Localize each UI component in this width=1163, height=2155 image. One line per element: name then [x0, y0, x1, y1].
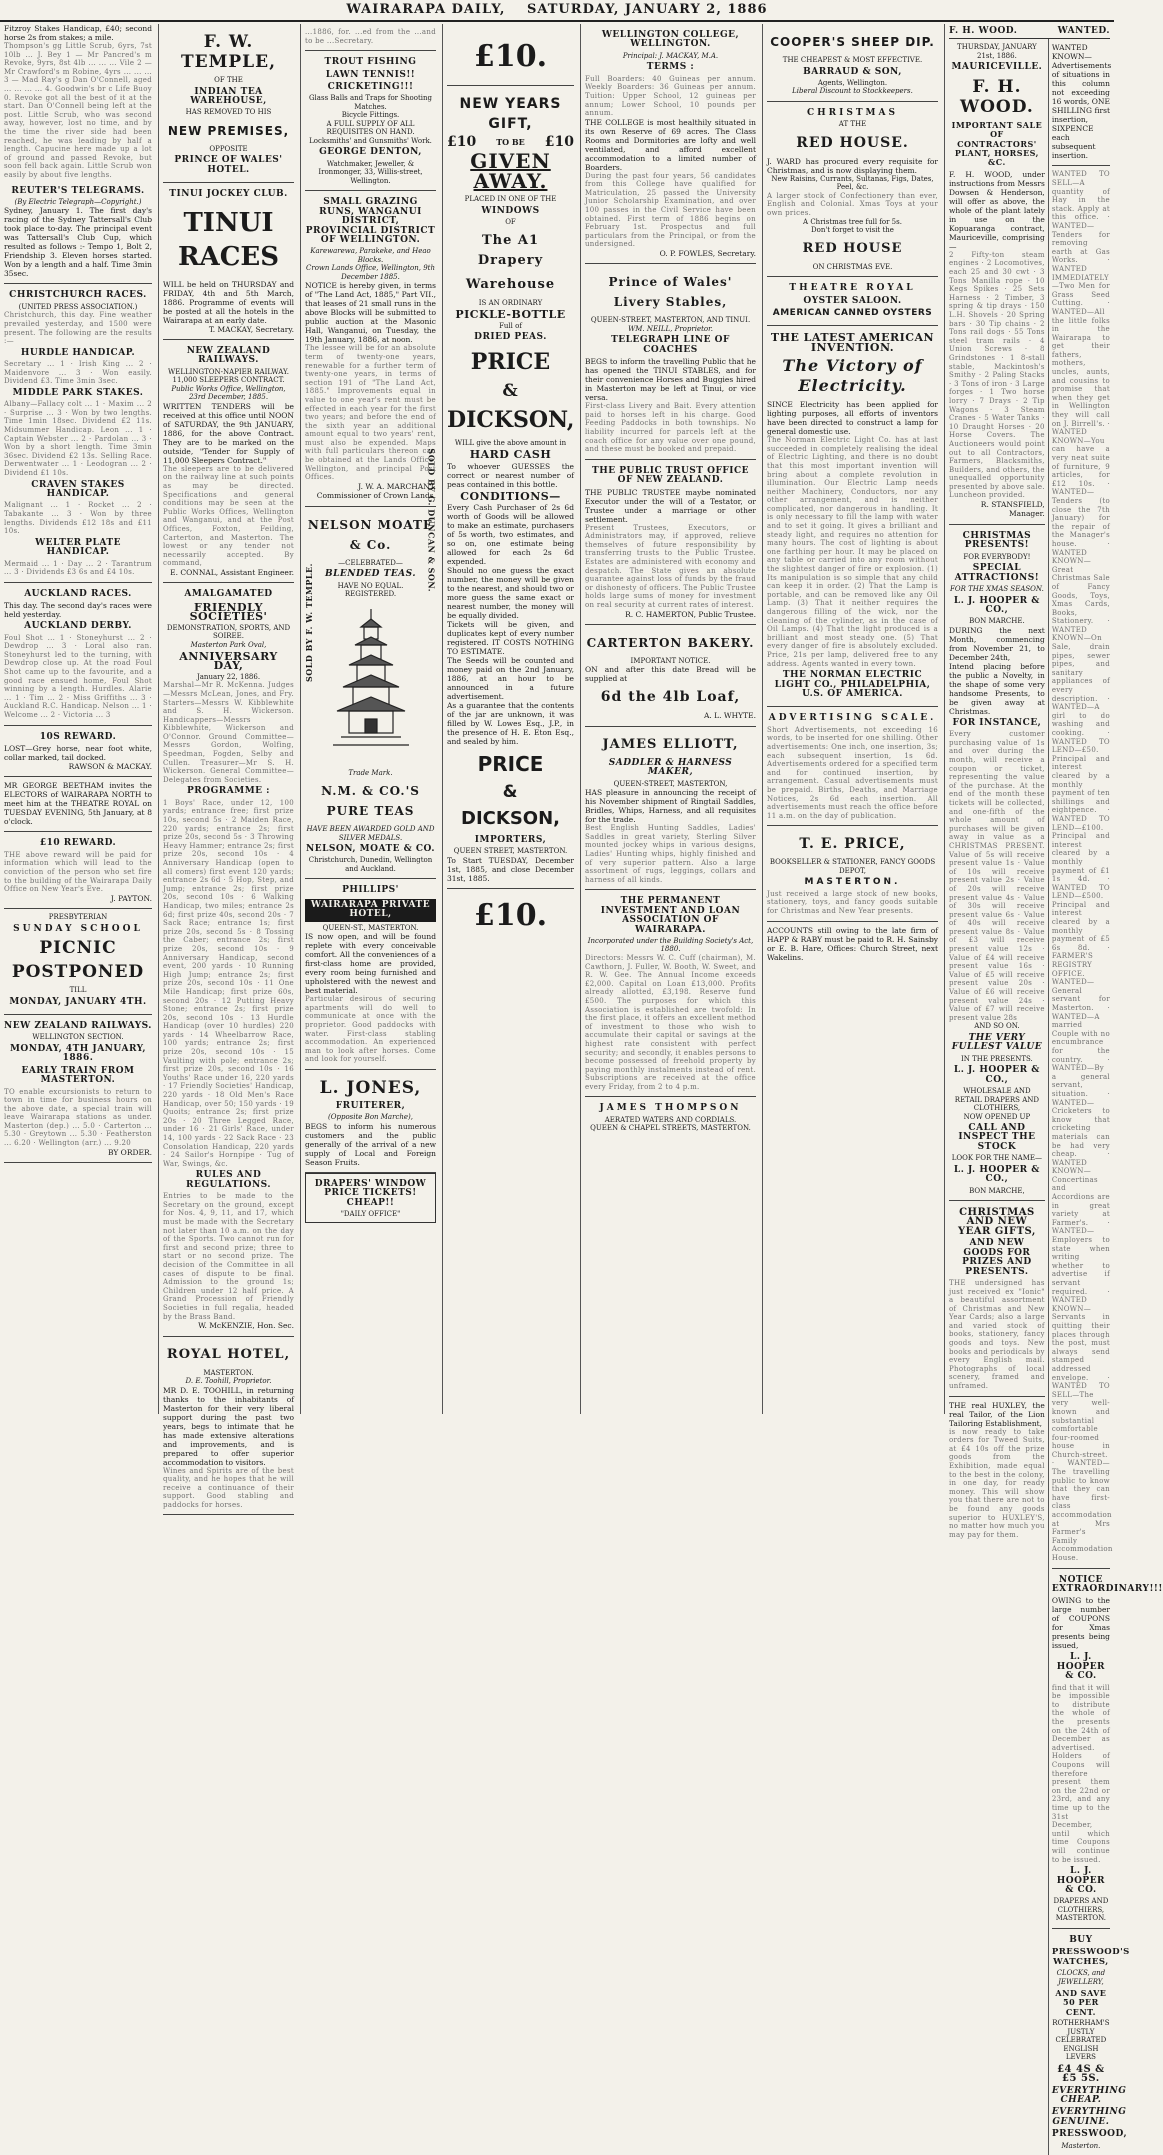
picnic-till: TILL	[69, 986, 87, 995]
column-5	[580, 24, 760, 1414]
livery-body: BEGS to inform the travelling Public that he has opened the TINUI STABLES, and for their convenience Horses and Buggies hired in Masterton may be left at Tinui, or vice versa.	[585, 357, 756, 403]
grazing-filler: The lessee will be for an absolute term of twenty-one years, renewable for a further term of twenty-one years, in terms of section 191 of "The Land Act, 1885." Improvements equal in value to one year's rent must be effected in each year for the first two years; and before the end of the sixth year an additional amount equal to two years' rent, must also be expended. Maps with full particulars thereon can be obtained at the Lands Office, Wellington, and principal Post Offices.	[305, 344, 436, 482]
hooper-1: L. J. HOOPER & CO.,	[953, 595, 1040, 615]
private-street: QUEEN-ST., MASTERTON.	[322, 923, 419, 932]
park-oval: Masterton Park Oval,	[190, 640, 267, 649]
hooper-5: L. J. HOOPER & CO.	[1056, 1866, 1106, 1895]
wood-date: THURSDAY, JANUARY 21st, 1886.	[957, 43, 1037, 60]
col7-left	[949, 39, 1049, 2155]
gifts-filler: THE undersigned has just received ex "Ionic" a beautiful assortment of Christmas and New Year Cards; also a large and varied stock of books, stationery, fancy goods and toys. New books and periodicals by every English mail. Photographs of local scenery, framed and unframed.	[949, 1278, 1045, 1391]
rotherham: ROTHERHAM'S JUSTLY CELEBRATED ENGLISH LEVERS	[1052, 2019, 1110, 2062]
celebrated: —CELEBRATED—	[338, 558, 403, 567]
advertising-filler: Short Advertisements, not exceeding 16 words, to be inserted for one shilling. Other advertisements: One inch, one insertion, 3s; each subsequent insertion, 1s 6d. Advertisements ordered for a specified term and for continued insertion, by arrangement. Casual advertisements must be prepaid. Births, Deaths, and Marriage Notices, 2s 6d each insertion. All advertisements must reach the office before 11 a.m. on the day of publication.	[767, 725, 938, 820]
to-be: TO BE	[496, 137, 525, 147]
investment-filler: Directors: Messrs W. C. Cuff (chairman), M. Cawthorn, J. Fuller, W. Booth, W. Sweet, and R. W. Gee. The Annual Income exceeds £2,000. Capital on Loan £13,000. Profits already allotted, £3,198. Reserve fund £500. The purposes for which this Association is established are twofold: In the first place, it offers an excellent method of investment to those who wish to accumulate their capital or savings at the highest rate consistent with perfect security; and secondly, it enables persons to become possessed of freehold property by paying monthly instalments instead of rent. Subscriptions are received at the office every Friday, from 2 to 4 p.m.	[585, 953, 756, 1091]
christchurch-filler: Christchurch, this day. Fine weather prevailed yesterday, and 1500 were present. The following are the results :—	[4, 311, 152, 346]
huxley-filler: is now ready to take orders for Tweed Suits, at £4 10s off the prize goods from the Exhibition, made equal to the best in the colony, in one day, for ready money. This will show you that there are not to be found any goods superior to HUXLEY'S, no matter how much you may pay for them.	[949, 1427, 1045, 1539]
given-away: GIVEN AWAY.	[470, 149, 551, 194]
presswood-masterton: Masterton.	[1061, 2141, 1101, 2150]
trade-mark: Trade Mark.	[348, 768, 393, 777]
private-body: IS now open, and will be found replete with every conceivable comfort. All the conveniences of a first-class home are provided, every room being furnished and upholstered with the newest and best material.	[305, 932, 436, 996]
temple-of-the: OF THE	[214, 76, 243, 84]
look-for-name: LOOK FOR THE NAME—	[951, 1154, 1043, 1163]
investment-title: THE PERMANENT INVESTMENT AND LOAN ASSOCIATION OF WAIRARAPA.	[600, 896, 741, 935]
temple-warehouse: INDIAN TEA WAREHOUSE,	[190, 86, 267, 106]
intend-placing: Intend placing before the public a Novelty, in the shape of some very handsome Presents, to be given away at Christmas.	[949, 661, 1045, 716]
picnic-presbyterian: PRESBYTERIAN	[48, 913, 108, 922]
wood-header: F. H. WOOD.	[949, 26, 1018, 36]
ten-pound-reward-signature: J. PAYTON.	[110, 893, 152, 903]
start-close: To Start TUESDAY, December 1st, 1885, and close December 31st, 1885.	[447, 855, 574, 883]
cooper-title: COOPER'S SHEEP DIP.	[770, 35, 935, 49]
committee-filler: Marshal—Mr R. McKenna. Judges—Messrs McLean, Jones, and Fry. Starters—Messrs W. Kibblewhite and S. H. Wickerson. Handicappers—Messrs Kibblewhite, Wickerson and O'Connor. Ground Committee—Messrs Gordon, Wolfing, Speedman, Fogden, Selby and Cullen. Treasurer—Mr S. H. Wickerson. General Committee—Delegates from Societies.	[163, 681, 294, 784]
public-works-office: Public Works Office, Wellington, 23rd December, 1885.	[171, 384, 286, 402]
tinui-word: TINUI	[183, 207, 274, 238]
price-name-2: PRICE	[477, 751, 544, 776]
dickson-name-2: DICKSON,	[461, 807, 560, 829]
tender-filler: The sleepers are to be delivered on the railway line at such points as may be directed. Specifications and general conditions may be seen at the Public Works Offices, Wellington and Wanganui, and at the Post Offices, Foxton, Feilding, Carterton, and Masterton. The lowest or any tender not necessarily accepted. By command,	[163, 464, 294, 568]
price-filler: Just received a large stock of new books, stationery, toys, and fancy goods suitable for Christmas and New Year presents.	[767, 889, 938, 915]
notice-body: OWING to the large number of COUPONS for Xmas presents being issued,	[1051, 1596, 1110, 1651]
tinui-club: TINUI JOCKEY CLUB.	[169, 189, 288, 200]
latest-invention: THE LATEST AMERICAN INVENTION.	[770, 331, 935, 354]
locksmiths: Locksmiths' and Gunsmiths' Work.	[309, 136, 432, 145]
will-give: WILL give the above amount in	[454, 438, 567, 447]
christmas-tree: A Christmas tree full for 5s.	[803, 217, 902, 226]
during-month: DURING the next Month, commencing from November 21, to December 24th,	[949, 625, 1045, 662]
of: OF	[505, 218, 516, 227]
advertising-scale: ADVERTISING SCALE.	[768, 713, 937, 724]
glass-balls: Glass Balls and Traps for Shooting Matches.	[308, 94, 433, 111]
race-report-intro: Fitzroy Stakes Handicap, £40; second horse 2s from stakes; a mile.	[4, 24, 152, 42]
royal-town: MASTERTON.	[203, 1368, 254, 1377]
liberal-discount: Liberal Discount to Stockkeepers.	[792, 87, 913, 96]
bon-marche-1: BON MARCHE.	[969, 617, 1025, 626]
public-trust-filler: Present Trustees, Executors, or Administrators may, if approved, relieve themselves of future responsibility by transferring trusts to the Public Trustee. Estates are administered with economy and despatch. The State gives an absolute guarantee against loss of funds by the fraud or dishonesty of officers. The Public Trustee holds large sums of money for investment on real security at current rates of interest.	[585, 523, 756, 609]
programme-filler: 1 Boys' Race, under 12, 100 yards; entrance free; first prize 10s, second 5s · 2 Maiden Race, 220 yards; entrance 2s; first prize 20s, second 5s · 3 Throwing Heavy Hammer; entrance 2s; first prize 20s, second 10s · 4 Anniversary Handicap (open to all comers) first event 120 yards; entrance 2s 6d · 5 Hop, Step, and Jump; entrance 2s; first prize 20s, second 10s · 6 Walking Handicap, two miles; entrance 2s 6d; first prize 40s, second 20s · 7 Sack Race; entrance 1s; first prize 20s, second 5s · 8 Tossing the Caber; entrance 2s; first prize 20s, second 10s · 9 Anniversary Handicap, second event, 200 yards · 10 Running High Jump; entrance 2s; first prize 20s, second 10s · 11 One Mile Handicap; first prize 60s, second 20s · 12 Putting Heavy Stone; entrance 2s; first prize 20s, second 10s · 13 Hurdle Handicap (over 10 hurdles) 220 yards · 14 Wheelbarrow Race, 100 yards; entrance 2s; first prize 20s, second 10s · 15 Vaulting with pole; entrance 2s; first prize 20s, second 10s · 16 Youths' Race under 16, 220 yards · 17 Friendly Societies' Handicap, 220 yards · 18 Old Men's Race Handicap, over 50; 150 yards · 19 Quoits; entrance 2s; first prize 20s · 20 Three Legged Race, under 16 · 21 Girls' Race, under 14, 100 yards · 22 Sack Race · 23 Consolation Handicap, 220 yards · 24 Sailor's Hornpipe · Tug of War, Swings, &c.	[163, 798, 294, 1168]
ten-shilling-reward-signature: RAWSON & MACKAY.	[68, 761, 152, 771]
programme-heading: PROGRAMME :	[187, 786, 270, 797]
livery-street: QUEEN-STREET, MASTERTON, AND TINUI.	[590, 316, 751, 325]
sold-by-duncan: SOLD BY G. DUNCAN & SON.	[427, 447, 437, 592]
notice-extraordinary: NOTICE EXTRAORDINARY!!!	[1051, 1574, 1163, 1594]
for-everybody: FOR EVERYBODY!	[963, 552, 1031, 561]
demonstration: DEMONSTRATION, SPORTS, AND SOIREE.	[166, 623, 291, 640]
no-equal: HAVE NO EQUAL.	[337, 581, 404, 590]
hurdle-filler: Secretary ... 1 · Irish King ... 2 · Maidenvore ... 3 · Won easily. Dividend £3. Time 3min 3sec.	[4, 360, 152, 386]
railways-signature: BY ORDER.	[107, 1147, 152, 1157]
middle-park-filler: Albany—Fallacy colt ... 1 · Maxim ... 2 · Surprise ... 3 · Won by two lengths. Time 1min 18sec. Dividend £2 11s. Midsummer Handicap. Leon ... 1 · Captain Webster ... 2 · Pardolan ... 3 · Won by a short length. Time 3min 36sec. Dividend £2 13s. Selling Race. Derwentwater ... 1 · Leodogran ... 2 · Dividend £1 10s.	[4, 400, 152, 478]
theatre-royal: THEATRE ROYAL	[789, 283, 916, 294]
column-7	[944, 24, 1163, 2150]
denton-name: GEORGE DENTON,	[319, 147, 422, 158]
livery-title: Prince of Wales' Livery Stables,	[608, 275, 733, 310]
loaf-price: 6d the 4lb Loaf,	[600, 689, 741, 706]
queen-street: QUEEN STREET, MASTERTON.	[453, 847, 568, 856]
temple-firm: F. W. TEMPLE,	[180, 32, 277, 72]
fruiterer: FRUITERER,	[335, 1100, 406, 1111]
aerated-waters: AERATED WATERS AND CORDIALS.	[604, 1115, 737, 1124]
college-principal: Principal: J. MACKAY, M.A.	[622, 51, 719, 60]
private-hotel: WAIRARAPA PRIVATE HOTEL,	[305, 899, 436, 922]
temple-opposite: OPPOSITE	[209, 144, 248, 153]
windows: WINDOWS	[481, 205, 540, 216]
wanted-body: WANTED KNOWN—Advertisements of situations in this column not exceeding 16 words, ONE SHILLING first insertion, SIXPENCE each subsequent insertion.	[1051, 43, 1112, 161]
jones-name: L. JONES,	[319, 1077, 422, 1098]
call-inspect: CALL AND INSPECT THE STOCK	[958, 1123, 1036, 1152]
medals: HAVE BEEN AWARDED GOLD AND SILVER MEDALS.	[306, 825, 435, 842]
railways-section: WELLINGTON SECTION.	[32, 1033, 124, 1042]
beetham-notice: MR GEORGE BEETHAM invites the ELECTORS of WAIRARAPA NORTH to meet him at the THEATRE ROYAL on TUESDAY EVENING, 5th January, at 8 o'clock.	[4, 781, 152, 827]
guarantee: As a guarantee that the contents of the jar are unknown, it was filled by W. Lowes Esq., J.P., in the presence of H. E. Eton Esq., and sealed by him.	[447, 700, 574, 746]
victory-filler: The Norman Electric Light Co. has at last succeeded in completely realising the ideal of Electric Lighting, and there is no doubt that this most important invention will bring about a complete revolution in illumination. Our Electric Lamp needs neither Machinery, Conductors, nor any other arrangement, and is neither complicated, nor dangerous in handling. It is only necessary to fill the lamp with water and to set it going. It gives a brilliant and steady light, and requires no attention for many hours. The cost of lighting is about one farthing per hour. It may be placed on any table or carried into any room without the slightest danger of fire or explosion. (1) Its manipulation is so simple that any child can keep it in order. (2) That the Lamp is portable, and can be removed like any Oil Lamp. (3) That it neither requires the dangerous filling of the wick, nor the cleaning of the cylinder, as in the case of Oil Lamps. (4) That the light produced is a brilliant and most steady one. (5) That every danger of fire is absolutely excluded. Price, 21s per lamp, delivered free to any address. Agents wanted in every town.	[767, 436, 938, 668]
red-house-2: RED HOUSE	[802, 240, 903, 256]
rules-heading: RULES AND REGULATIONS.	[186, 1170, 271, 1190]
ten-shilling-reward-body: LOST—Grey horse, near foot white, collar marked, tail docked.	[4, 743, 152, 762]
thompson-name: JAMES THOMPSON	[599, 1103, 742, 1114]
college-body: THE COLLEGE is most healthily situated in its own Reserve of 69 acres. The Class Rooms and Dormitories are lofty and well ventilated, and afford excellent accommodation to a limited number of Boarders.	[585, 117, 756, 172]
moate-cities: Christchurch, Dunedin, Wellington and Auckland.	[308, 856, 433, 873]
daily-office: "DAILY OFFICE"	[340, 1210, 401, 1219]
tinui-body: WILL be held on THURSDAY and FRIDAY, 4th and 5th March, 1886. Programme of events will be posted at all the hotels in the Wairarapa at an early date.	[163, 279, 294, 325]
presswood-watches: PRESSWOOD'S WATCHES,	[1051, 1947, 1130, 1967]
college-fees-filler: Full Boarders: 40 Guineas per annum. Weekly Boarders: 36 Guineas per annum. Tuition: Upper School, 12 guineas per annum; Lower School, 10 pounds per annum.	[585, 74, 756, 118]
ten-to-be-row	[447, 134, 574, 150]
oyster-saloon: OYSTER SALOON.	[803, 295, 902, 306]
fruiterer-opposite: (Opposite Bon Marche),	[328, 1113, 413, 1122]
everything-cheap: EVERYTHING CHEAP.	[1051, 2085, 1127, 2105]
cricketing: CRICKETING!!!	[327, 82, 414, 92]
xmas-season: FOR THE XMAS SEASON.	[949, 585, 1044, 593]
hard-cash: HARD CASH	[469, 448, 552, 462]
derby-filler: Foul Shot ... 1 · Stoneyhurst ... 2 · Dewdrop ... 3 · Loral also ran. Stoneyhurst led to the turning, with Dewdrop close up. At the road Foul Shot came up to the favourite, and a good race ensued home, Foul Shot winning by a length. Hurdles. Alarie ... 1 · Tim ... 2 · Miss Griffiths ... 3 · Auckland R.C. Handicap. Nelson ... 1 · Welcome ... 2 · Victoria ... 3	[4, 633, 152, 719]
registered: REGISTERED.	[344, 590, 397, 599]
special-attractions: SPECIAL ATTRACTIONS!	[954, 563, 1040, 583]
conditions-2: Should no one guess the exact number, the money will be given to the nearest, and should two or more guess the same exact or nearest number, the money will be equally divided.	[447, 565, 574, 620]
nz-railways-heading: NEW ZEALAND RAILWAYS.	[186, 345, 271, 366]
wanted-header: WANTED.	[1057, 26, 1110, 36]
dried-peas: DRIED PEAS.	[474, 332, 547, 343]
blended-teas: BLENDED TEAS.	[325, 569, 416, 580]
mauriceville: MAURICEVILLE.	[951, 62, 1043, 73]
craven-heading: CRAVEN STAKES HANDICAP.	[31, 479, 125, 500]
hooper-4: L. J. HOOPER & CO.	[1056, 1652, 1106, 1682]
carterton-body: ON and after this date Bread will be supplied at	[585, 665, 756, 684]
full-of: Full of	[499, 321, 522, 330]
notice-filler: find that it will be impossible to distribute the whole of the presents on the 24th of December as advertised. Holders of Coupons will therefore present them on the 22nd or 23rd, and any time up to the 31st December, until which time Coupons will continue to be issued.	[1051, 1683, 1110, 1864]
column-2	[158, 24, 298, 1509]
elliott-filler: Best English Hunting Saddles, Ladies' Saddles in great variety, Sterling Silver mounted jockey whips in various designs, Ladies' Hunting whips, highly finished and of very superior pattern. Also a large assortment of rugs, leggings, collars and harness of all kinds.	[585, 824, 756, 884]
ten-pound-reward-filler: THE above reward will be paid for information which will lead to the conviction of the person who set fire to the building of the Wairarapa Daily Office on New Year's Eve.	[4, 850, 152, 894]
tinui-signature: T. MACKAY, Secretary.	[208, 324, 294, 334]
col7-right	[1049, 39, 1163, 2155]
carterton-notice: IMPORTANT NOTICE.	[630, 656, 711, 665]
pagoda-trademark-icon	[331, 605, 411, 755]
middle-park-heading: MIDDLE PARK STAKES.	[12, 387, 144, 398]
royal-filler: Wines and Spirits are of the best quality, and he hopes that he will receive a continuance of their support. Good stabling and paddocks for horses.	[163, 1466, 294, 1509]
picnic-title: PICNIC	[39, 938, 117, 959]
grazing-blocks: Karewarewa, Parakeke, and Heao Blocks.	[310, 247, 431, 264]
reuters-subheading: (By Electric Telegraph—Copyright.)	[14, 197, 142, 206]
elliott-body: HAS pleasure in announcing the receipt of his November shipment of Ringtail Saddles, Bridles, Whips, Harness, and all requisites for the trade.	[585, 788, 756, 825]
railways-heading: NEW ZEALAND RAILWAYS.	[4, 1020, 152, 1031]
tinui-title	[163, 206, 294, 274]
royal-body: MR D. E. TOOHILL, in returning thanks to the inhabitants of Masterton for their very liberal support during the past two years, begs to intimate that he has made extensive alterations and improvements, and is prepared to offer superior accommodation to visitors.	[163, 1385, 294, 1467]
crown-lands-office: Crown Lands Office, Wellington, 9th December 1885.	[306, 264, 435, 281]
col7-top-headers	[949, 24, 1110, 39]
sports-secretary: W. McKENZIE, Hon. Sec.	[198, 1321, 294, 1331]
elliott-street: QUEEN-STREET, MASTERTON,	[613, 779, 728, 788]
importers: IMPORTERS,	[474, 834, 547, 845]
college-filler: During the past four years, 56 candidates from this College have qualified for Matriculation, 25 passed the University Junior Scholarship Examination, and over 100 passes in the Civil Service have been obtained. First term of 1886 begins on February 1st. Prospectus and full particulars from the Principal, or from the undersigned.	[585, 171, 756, 249]
anniversary-day: ANNIVERSARY DAY,	[179, 650, 278, 673]
pickle-bottle: PICKLE-BOTTLE	[455, 308, 566, 322]
paper-date: SATURDAY, JANUARY 2, 1886	[526, 2, 768, 17]
grazing-heading: SMALL GRAZING RUNS, WANGANUI DISTRICT, PROVINCIAL DISTRICT OF WELLINGTON.	[305, 197, 436, 245]
royal-hotel: ROYAL HOTEL,	[166, 1346, 291, 1362]
public-trust-body: THE PUBLIC TRUSTEE maybe nominated Executor under the will of a Testator, or Trustee under a marriage or other settlement.	[585, 487, 756, 524]
hooper-2: L. J. HOOPER & CO.,	[953, 1065, 1040, 1085]
welter-filler: Mermaid ... 1 · Day ... 2 · Tarantrum ... 3 · Dividends £3 6s and £4 10s.	[4, 559, 152, 577]
moate-firm: NELSON, MOATE & CO.	[305, 844, 436, 855]
clocks-jewellery: CLOCKS, and JEWELLERY,	[1056, 1969, 1106, 1986]
grazing-signature: J. W. A. MARCHANT, Commissioner of Crown Lands.	[316, 481, 436, 501]
races-word: RACES	[177, 241, 280, 272]
in-the-presents: IN THE PRESENTS.	[961, 1054, 1033, 1063]
auckland-heading: AUCKLAND RACES.	[24, 588, 132, 599]
christchurch-heading: CHRISTCHURCH RACES.	[9, 290, 147, 301]
ten-left: £10	[447, 134, 477, 150]
hooper-3: L. J. HOOPER & CO.,	[953, 1164, 1040, 1185]
column-1	[0, 24, 156, 1414]
coupon-values-filler: Every customer purchasing value of 1s and over during the month, will receive a coupon or ticket, representing the value of the purchase. At the end of the month these tickets will be collected, and one-fifth of the whole amount of purchases will be given away in value as a CHRISTMAS PRESENT. Value of 5s will receive present value 1s · Value of 10s will receive present value 2s · Value of 20s will receive present value 4s · Value of 30s will receive present value 6s · Value of 40s will receive present value 8s · Value of £3 will receive present value 12s · Value of £4 will receive present value 16s · Value of £5 will receive present value 20s · Value of £6 will receive present value 24s · Value of £7 will receive present value 28s	[949, 730, 1045, 1022]
dont-forget: Don't forget to visit the	[811, 226, 894, 235]
christmas-word: CHRISTMAS	[807, 107, 898, 118]
livery-filler: First-class Livery and Bait. Every attention paid to horses left in his charge. Good Feeding Paddocks in both townships. No liability incurred for parcels left at the coach office for any value over one pound, and these must be booked and prepaid.	[585, 402, 756, 454]
barraud-agents: Agents, Wellington.	[817, 78, 888, 87]
price-trade: BOOKSELLER & STATIONER, FANCY GOODS DEPOT,	[769, 858, 936, 875]
col7-split	[949, 39, 1163, 2155]
elliott-name: JAMES ELLIOTT,	[602, 736, 739, 752]
public-trust-title: THE PUBLIC TRUST OFFICE OF NEW ZEALAND.	[592, 465, 749, 486]
red-house: RED HOUSE.	[796, 134, 909, 151]
picnic-postponed: POSTPONED	[11, 962, 145, 983]
window-price-tickets: DRAPERS' WINDOW PRICE TICKETS! CHEAP!!	[314, 1178, 427, 1208]
gifts-title: CHRISTMAS AND NEW YEAR GIFTS,	[957, 1207, 1036, 1237]
nelson-moate-title: NELSON MOATE & Co.	[307, 517, 434, 552]
picnic-sunday-school: SUNDAY SCHOOL	[13, 923, 143, 934]
welter-heading: WELTER PLATE HANDICAP.	[35, 537, 121, 558]
pure-teas: N.M. & CO.'S PURE TEAS	[321, 784, 420, 819]
wanted-filler: WANTED TO SELL—A quantity of Hay in the stack. Apply at this office. · WANTED—Tenders for removing earth at Gas Works. · WANTED IMMEDIATELY—Two Men for Grass Seed Cutting. · WANTED—All the little folks in the Wairarapa to get their fathers, mothers, uncles, aunts, and cousins to promise that when they get in Wellington they will call on J. Birrell's. · WANTED KNOWN—You can have a very neat suite of furniture, 9 articles, for £12 10s. · WANTED—Tenders (to close the 7th January) for the repair of the Manager's house. · WANTED KNOWN—Great Christmas Sale of Fancy Goods, Toys, Xmas Cards, Books, Stationery. · WANTED KNOWN—On Sale, drain pipes, sewer pipes, and sanitary appliances of every description. · WANTED—A girl to do washing and cooking. · WANTED TO LEND—£50. Principal and interest cleared by a monthly payment of ten shillings and eightpence. · WANTED TO LEND—£100. Principal and interest cleared by a monthly payment of £1 1s 4d. · WANTED TO LEND—£500. Principal and interest cleared by a monthly payment of £5 6s 8d. · FARMER'S REGISTRY OFFICE. WANTED—General servant for Masterton. · WANTED—A married Couple with no encumbrance for the country. · WANTED—By a general servant, situation. · WANTED—Cricketers to know that cricketing materials can be had very cheap. · WANTED KNOWN—Concertinas and Accordions are in great variety at Farmer's. · WANTED—Employers to state when writing whether to advertise if servant required. · WANTED KNOWN—Servants in quitting their places through the post, must always send stamped addressed envelope. · WANTED TO SELL—The very well-known and substantial comfortable four-roomed house in Church-street. · WANTED—The travelling public to know that they can have first-class accommodation at Mrs Farmer's Family Accommodation House.	[1051, 170, 1113, 1562]
everything-genuine: EVERYTHING GENUINE.	[1051, 2107, 1127, 2127]
victory-title: The Victory of Electricity.	[782, 356, 923, 396]
guesses: To whoever GUESSES the correct or nearest number of peas contained in this bottle.	[447, 461, 574, 489]
carterton-signature: A. L. WHYTE.	[704, 711, 756, 721]
bon-marche-2: BON MARCHE,	[969, 1186, 1025, 1195]
auckland-body: This day. The second day's races were held yesterday.	[4, 601, 152, 620]
friendly-societies: FRIENDLY SOCIETIES'	[189, 600, 268, 624]
and-so-on: AND SO ON.	[974, 1022, 1020, 1031]
railways-train: EARLY TRAIN FROM MASTERTON.	[21, 1065, 135, 1086]
college-signature: O. P. FOWLES, Secretary.	[659, 249, 756, 259]
column-3	[300, 24, 440, 1414]
phillips: PHILLIPS'	[342, 885, 399, 896]
price-bookseller: T. E. PRICE,	[799, 836, 906, 853]
wood-filler: 2 Fifty-ton steam engines · 2 Locomotives, each 25 and 30 cwt · 3 Tons Manilla rope · 10 Kegs Spikes · 25 Sets Harness · 2 Timber, 3 spring & tip drays · 150 L.H. Shovels · 20 Spring bars · 30 Tip chains · 2 Tons rail dogs · 55 Tons steel tram rails · 4 Union Screws · 8 Grindstones · 1 8-stall stable, Mackintosh's Smithy · 2 Paling Stacks · 3 Tons of iron · 3 Large forges · 1 Two horse lorry · 7 Drays · 2 Tip Wagons · 3 Steam Cranes · 5 Water Tanks · 10 Draught Horses · 20 Horse Covers. The Auctioneers would point out to all Contractors, Farmers, Blacksmiths, Builders, and others, the unequalled opportunity presented by above sale. Luncheon provided.	[949, 250, 1045, 500]
temple-premises: NEW PREMISES,	[167, 123, 290, 138]
wood-body: F. H. WOOD, under instructions from Messrs Dowsen & Henderson, will offer as above, the whole of the plant lately in use on the Kopuaranga contract, Mauriceville, comprising—	[949, 169, 1045, 251]
at-the: AT THE	[838, 120, 867, 129]
saddler: SADDLER & HARNESS MAKER,	[608, 757, 733, 778]
placed-in: PLACED IN ONE OF THE	[464, 195, 557, 204]
telegraph-line: TELEGRAPH LINE OF COACHES	[611, 335, 730, 355]
wood-signature: R. STANSFIELD, Manager.	[980, 500, 1045, 519]
presswood-name: PRESSWOOD,	[1051, 2129, 1128, 2140]
fullest-value: THE VERY FULLEST VALUE	[951, 1032, 1043, 1053]
wood-name: F. H. WOOD.	[960, 76, 1034, 117]
tender-body: WRITTEN TENDERS will be received at this office until NOON of SATURDAY, the 9th JANUARY, 1886, for the above Contract. They are to be marked on the outside, "Tender for Supply of 11,000 Sleepers Contract."	[163, 401, 294, 465]
reuters-body: Sydney, January 1. The first day's racing of the Sydney Tattersall's Club took place to-day. The principal event was Tattersall's Club Cup, which resulted as follows :- Tempo 1, Bolt 2, Friendship 3. Eleven horses started. Won by a length and a half. Time 3min 35sec.	[4, 206, 152, 279]
new-years-gift: NEW YEARS GIFT,	[459, 96, 562, 132]
trout-fishing: TROUT FISHING	[324, 57, 417, 68]
conditions-3: Tickets will be given, and duplicates kept of every number registered. IT COSTS NOTHING TO ESTIMATE.	[447, 619, 574, 656]
rules-filler: Entries to be made to the Secretary on the ground, except for Nos. 4, 9, 11, and 17, which must be made with the Secretary not later than 10 a.m. on the day of the Sports. Two cannot run for first and second prize; three to start or no second prize. The decision of the Committee in all cases of dispute to be final. Admission to the ground 1s; Children under 12 half price. A Grand Procession of Friendly Societies in full regalia, headed by the Brass Band.	[163, 1192, 294, 1321]
race-report-filler: Thompson's gg Little Scrub, 6yrs, 7st 10lb ... J. Bey 1 — Mr Pancred's m Revoke, 9yrs, 8st 4lb ... ... ... Vile 2 — Mr Crawford's m Robine, 4yrs ... ... ... 3 — Mad Ray's g Dan O'Connell, aged ... ... ... ... 4. Goodwin's br c Life Buoy 0. Revoke got all the best of it at the start. Dan O'Connell being left at the post. Little Scrub, who was second away, however, lost no time, and by the time the river side had been reached, he was leading by half a length. Capucine here made up a lot of ground and passed Revoke, but soon fell back again. Little Scrub won easily by about five lengths.	[4, 42, 152, 179]
canned-oysters: AMERICAN CANNED OYSTERS	[772, 307, 933, 318]
christmas-eve: ON CHRISTMAS EVE.	[812, 262, 893, 271]
ten-pound-top: £10.	[473, 39, 548, 74]
ordinary: IS AN ORDINARY	[478, 298, 543, 307]
accounts-notice: ACCOUNTS still owing to the late firm of HAPP & RABY must be paid to R. H. Sainsby or E. B. Hare, Offices: Church Street, next Wakelins.	[767, 925, 938, 962]
picnic-date: MONDAY, JANUARY 4TH.	[9, 996, 147, 1007]
huxley-notice: THE real HUXLEY, the real Tailor, of the Lion Tailoring Establishment,	[949, 1400, 1045, 1428]
ten-pound-reward-heading: £10 REWARD.	[39, 838, 117, 849]
save-percent: AND SAVE 50 PER CENT.	[1055, 1988, 1107, 2017]
christchurch-subheading: (UNITED PRESS ASSOCIATION.)	[18, 302, 138, 311]
buy: BUY	[1069, 1934, 1093, 1945]
ten-shilling-reward-heading: 10S REWARD.	[39, 731, 117, 742]
cooper-subtitle: THE CHEAPEST & MOST EFFECTIVE.	[782, 56, 923, 64]
xmas-presents: CHRISTMAS PRESENTS!	[962, 530, 1032, 551]
paper-title: WAIRARAPA DAILY,	[346, 2, 506, 17]
napier-railway: WELLINGTON-NAPIER RAILWAY.	[168, 367, 289, 376]
lever-price: £4 4S & £5 5S.	[1057, 2063, 1105, 2085]
jones-body: BEGS to inform his numerous customers and the public generally of the arrival of a new supply of Local and Foreign Season Fruits.	[305, 1121, 436, 1167]
investment-incorporated: Incorporated under the Building Society's Act, 1880.	[587, 936, 754, 954]
anniversary-date: January 22, 1886.	[196, 672, 261, 681]
new-goods-prizes: AND NEW GOODS FOR PRIZES AND PRESENTS.	[962, 1238, 1032, 1277]
dickson-name: DICKSON,	[447, 406, 575, 433]
ward-body: J. WARD has procured every requisite for Christmas, and is now displaying them.	[767, 156, 938, 175]
craven-filler: Malignant ... 1 · Rocket ... 2 · Tabakante ... 3 · Won by three lengths. Dividends £12 18s and £11 10s.	[4, 501, 152, 536]
wood-sale: IMPORTANT SALE OF CONTRACTORS' PLANT, HORSES, &C.	[951, 119, 1043, 168]
warehouse: Warehouse	[465, 276, 556, 292]
ten-pound-bottom: £10.	[473, 897, 548, 933]
ampersand-2: &	[502, 781, 519, 802]
a1-drapery: The A1 Drapery	[477, 232, 544, 268]
private-filler: Particular desirous of securing apartments will do well to communicate at once with the proprietor. Good paddocks with water. First-class stabling accommodation. An experienced man to look after horses. Come and look for yourself.	[305, 995, 436, 1064]
wholesale: WHOLESALE AND RETAIL DRAPERS AND CLOTHIERS,	[954, 1087, 1039, 1113]
norman-company: THE NORMAN ELECTRIC LIGHT CO., PHILADELPHIA, U.S. OF AMERICA.	[774, 670, 931, 699]
masthead	[0, 0, 1114, 22]
sold-by-temple: SOLD BY F. W. TEMPLE.	[304, 562, 314, 682]
ampersand: &	[502, 380, 519, 401]
ten-right: £10	[544, 134, 574, 150]
reuters-heading: REUTER'S TELEGRAMS.	[11, 185, 145, 196]
conditions-1: Every Cash Purchaser of 2s 6d worth of Goods will be allowed to make an estimate, purchasers of 5s worth, two estimates, and so on, one estimate being allowed for each 2s 6d expended.	[447, 502, 574, 566]
victory-body: SINCE Electricity has been applied for lighting purposes, all efforts of inventors have been directed to construct a lamp for general domestic use.	[767, 400, 938, 437]
tender-signature: E. CONNAL, Assistant Engineer.	[170, 567, 294, 577]
for-instance: FOR INSTANCE,	[952, 717, 1042, 728]
college-terms: TERMS :	[646, 62, 695, 73]
college-title: WELLINGTON COLLEGE, WELLINGTON.	[601, 30, 740, 50]
sleepers-contract: 11,000 SLEEPERS CONTRACT.	[172, 376, 285, 385]
derby-heading: AUCKLAND DERBY.	[24, 621, 132, 632]
column-4	[442, 24, 578, 1414]
temple-hotel: PRINCE OF WALES' HOTEL.	[174, 155, 283, 175]
railways-filler: TO enable excursionists to return to town in time for business hours on the above date, a special train will leave Wairarapa stations as under. Masterton (dep.) ... 5.0 · Carterton ... 5.30 · Greytown ... 5.30 · Featherston ... 6.20 · Wellington (arr.) ... 9.20	[4, 1087, 152, 1148]
railways-date: MONDAY, 4TH JANUARY, 1886.	[9, 1043, 147, 1064]
carterton-bakery: CARTERTON BAKERY.	[586, 635, 755, 650]
column-6	[762, 24, 942, 1414]
lawn-tennis: LAWN TENNIS!!	[325, 69, 416, 80]
barraud-name: BARRAUD & SON,	[803, 66, 902, 77]
top-right-filler: ...1886, for. ...ed from the ...and to be ...Secretary.	[305, 28, 436, 45]
raisins: New Raisins, Currants, Sultanas, Figs, Dates, Peel, &c.	[771, 174, 934, 192]
price-town: MASTERTON.	[804, 877, 901, 888]
public-trust-signature: R. C. HAMERTON, Public Trustee.	[625, 609, 756, 619]
royal-proprietor: D. E. Toohill, Proprietor.	[185, 1377, 272, 1385]
now-opened: NOW OPENED UP	[963, 1112, 1031, 1121]
drapers-clothiers: DRAPERS AND CLOTHIERS,	[1053, 1897, 1109, 1914]
price-name: PRICE	[470, 348, 551, 375]
full-supply: A FULL SUPPLY OF ALL REQUISITES ON HAND.	[326, 119, 415, 137]
denton-address: Watchmaker, Jeweller, & Ironmonger, 33, Willis-street, Wellington.	[318, 159, 423, 185]
hurdle-heading: HURDLE HANDICAP.	[20, 347, 136, 358]
conditions-heading: CONDITIONS—	[460, 489, 561, 503]
thompson-street: QUEEN & CHAPEL STREETS, MASTERTON.	[590, 1124, 751, 1133]
conditions-4: The Seeds will be counted and money paid on the 2nd January, 1886, at an hour to be announced in a future advertisement.	[447, 655, 574, 701]
grazing-body: NOTICE is hereby given, in terms of "The Land Act, 1885," Part VII., that leases of 21 small runs in the above Blocks will be submitted to public auction at the Masonic Hall, Wanganui, on Tuesday, the 19th January, 1886, at noon.	[305, 281, 436, 345]
temple-removed: HAS REMOVED TO HIS	[185, 108, 272, 117]
amalgamated: AMALGAMATED	[184, 589, 273, 600]
notice-masterton: MASTERTON.	[1055, 1914, 1107, 1923]
bicycle-fittings: Bicycle Fittings.	[341, 111, 400, 120]
red-house-filler: A larger stock of Confectionery than ever, English and Colonial. Xmas Toys at your own prices.	[767, 191, 938, 217]
livery-proprietor: WM. NEILL, Proprietor.	[628, 324, 713, 333]
